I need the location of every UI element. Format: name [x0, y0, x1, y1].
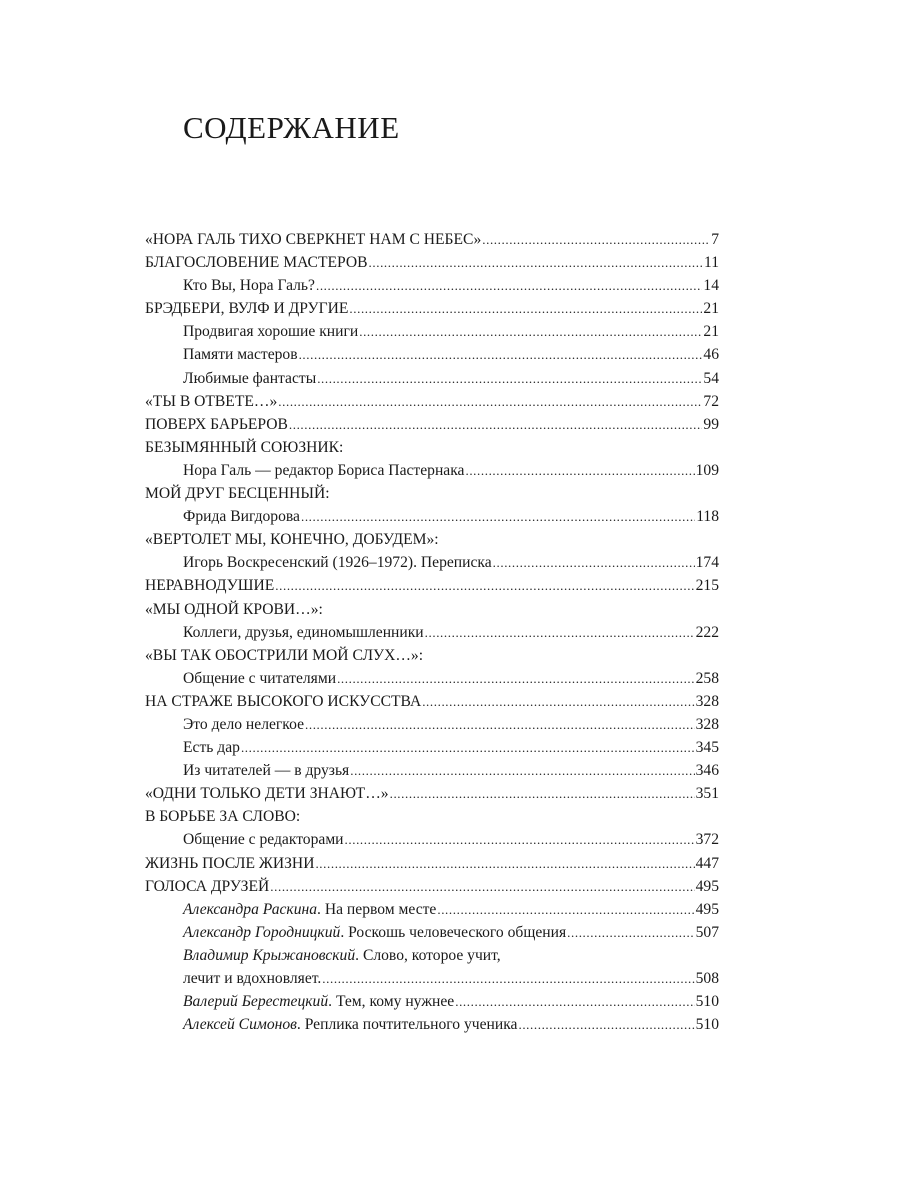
- toc-entry-title: [183, 990, 454, 1013]
- toc-entry: [145, 598, 719, 621]
- toc-entry-title: [145, 875, 269, 898]
- toc-entry-text: . Реплика почтительного ученика: [296, 1016, 518, 1034]
- toc-page-number: 21: [703, 323, 719, 341]
- toc-entry: [145, 690, 719, 713]
- toc-entry-text: Есть дар: [183, 739, 240, 757]
- toc-entry-title: [145, 528, 439, 551]
- toc-entry-text: . Слово, которое учит,: [355, 946, 501, 964]
- toc-entry: [145, 667, 719, 690]
- toc-entry-text: Фрида Вигдорова: [183, 508, 300, 526]
- page-title: СОДЕРЖАНИЕ: [183, 110, 400, 145]
- toc-entry-text: БЕЗЫМЯННЫЙ СОЮЗНИК:: [145, 438, 344, 456]
- toc-entry: [145, 574, 719, 597]
- toc-dot-leader: [322, 967, 694, 990]
- toc-dot-leader: [301, 505, 695, 528]
- toc-entry-title: [145, 690, 421, 713]
- toc-entry-text: . Роскошь человеческого общения: [340, 923, 567, 941]
- toc-entry-text: Это дело нелегкое: [183, 715, 304, 733]
- toc-dot-leader: [305, 713, 695, 736]
- toc-entry-title: [145, 598, 323, 621]
- toc-page-number: 54: [703, 369, 719, 387]
- toc-entry: [145, 551, 719, 574]
- toc-entry: [145, 990, 719, 1013]
- toc-entry-title: [183, 1013, 517, 1036]
- toc-entry-title: [183, 274, 315, 297]
- toc-dot-leader: [437, 898, 694, 921]
- toc-entry-title: [145, 297, 348, 320]
- toc-entry-title: [183, 898, 436, 921]
- toc-entry-text: «ВЫ ТАК ОБОСТРИЛИ МОЙ СЛУХ…»:: [145, 646, 424, 664]
- toc-entry: [145, 343, 719, 366]
- toc-entry-title: [183, 921, 566, 944]
- toc-dot-leader: [275, 574, 694, 597]
- toc-dot-leader: [241, 736, 695, 759]
- toc-entry-text: БЛАГОСЛОВЕНИЕ МАСТЕРОВ: [145, 254, 368, 272]
- toc-entry-text: В БОРЬБЕ ЗА СЛОВО:: [145, 808, 301, 826]
- toc-page-number: 99: [703, 415, 719, 433]
- toc-dot-leader: [278, 390, 702, 413]
- toc-entry: [145, 805, 719, 828]
- toc-entry: [145, 782, 719, 805]
- toc-entry: [145, 736, 719, 759]
- toc-entry: [145, 459, 719, 482]
- toc-page-number: 222: [695, 623, 719, 641]
- toc-entry-title: [183, 713, 304, 736]
- toc-entry-title: [145, 574, 274, 597]
- toc-dot-leader: [337, 667, 695, 690]
- toc-page-number: 11: [703, 254, 719, 272]
- toc-dot-leader: [369, 251, 703, 274]
- toc-dot-leader: [345, 828, 695, 851]
- toc-dot-leader: [390, 782, 695, 805]
- toc-entry-text: БРЭДБЕРИ, ВУЛФ И ДРУГИЕ: [145, 300, 349, 318]
- toc-entry-text: Кто Вы, Нора Галь?: [183, 277, 315, 295]
- toc-entry-title: [183, 621, 424, 644]
- toc-page-number: 21: [703, 300, 719, 318]
- toc-entry: [145, 921, 719, 944]
- toc-dot-leader: [465, 459, 694, 482]
- toc-dot-leader: [359, 320, 702, 343]
- toc-entry: [145, 274, 719, 297]
- toc-entry-text: «ТЫ В ОТВЕТЕ…»: [145, 392, 278, 410]
- toc-page-number: 7: [711, 231, 719, 248]
- toc-entry-author: Александр Городницкий: [183, 923, 341, 941]
- toc-entry-text: НЕРАВНОДУШИЕ: [145, 577, 275, 595]
- toc-entry: [145, 390, 719, 413]
- toc-entry-author: Владимир Крыжановский: [183, 946, 356, 964]
- toc-entry: [145, 852, 719, 875]
- toc-entry-text: МОЙ ДРУГ БЕСЦЕННЫЙ:: [145, 485, 330, 503]
- toc-dot-leader: [316, 274, 702, 297]
- toc-entry-text: НА СТРАЖЕ ВЫСОКОГО ИСКУССТВА: [145, 692, 422, 710]
- toc-page-number: 174: [695, 554, 719, 572]
- toc-entry-title: [183, 505, 300, 528]
- toc-dot-leader: [349, 297, 702, 320]
- toc-entry-text: «ОДНИ ТОЛЬКО ДЕТИ ЗНАЮТ…»: [145, 785, 389, 803]
- toc-page-number: 507: [695, 923, 719, 941]
- toc-entry: [145, 413, 719, 436]
- toc-entry-text: ПОВЕРХ БАРЬЕРОВ: [145, 415, 288, 433]
- toc-entry-title: [183, 736, 240, 759]
- toc-entry-author: Александра Раскина: [183, 900, 318, 918]
- toc-entry: [145, 713, 719, 736]
- toc-entry-author: Алексей Симонов: [183, 1016, 297, 1034]
- toc-page-number: 495: [695, 900, 719, 918]
- toc-entry-author: Валерий Берестецкий: [183, 993, 329, 1011]
- toc-dot-leader: [299, 343, 703, 366]
- toc-entry-title: [183, 459, 464, 482]
- toc-entry: [145, 297, 719, 320]
- toc-entry-title: [145, 482, 330, 505]
- toc-page-number: 46: [703, 346, 719, 364]
- toc-entry: [145, 828, 719, 851]
- toc-entry-text: Общение с читателями: [183, 669, 337, 687]
- toc-entry-title: [145, 644, 423, 667]
- toc-dot-leader: [425, 621, 695, 644]
- toc-entry: [145, 621, 719, 644]
- toc-page-number: 118: [696, 508, 719, 526]
- toc-entry-title: [145, 228, 481, 251]
- toc-entry-text: . Тем, кому нужнее: [328, 993, 455, 1011]
- toc-entry: [145, 320, 719, 343]
- toc-page-number: 14: [703, 277, 719, 295]
- toc-entry-text: ГОЛОСА ДРУЗЕЙ: [145, 877, 270, 895]
- toc-entry: [145, 528, 719, 551]
- toc-page-number: 72: [703, 392, 719, 410]
- toc-entry-title: [183, 759, 349, 782]
- toc-entry-title: [183, 828, 344, 851]
- toc-page-number: 510: [695, 1016, 719, 1034]
- toc-dot-leader: [518, 1013, 694, 1036]
- toc-page-number: 215: [695, 577, 719, 595]
- toc-entry: [145, 1013, 719, 1036]
- toc-dot-leader: [482, 228, 710, 251]
- toc-entry-text: «ВЕРТОЛЕТ МЫ, КОНЕЧНО, ДОБУДЕМ»:: [145, 531, 439, 549]
- toc-entry-text: ЖИЗНЬ ПОСЛЕ ЖИЗНИ: [145, 854, 315, 872]
- toc-entry-text: Из читателей — в друзья: [183, 762, 350, 780]
- toc-page-number: 345: [695, 739, 719, 757]
- toc-entry: [145, 944, 719, 967]
- toc-entry-text: Игорь Воскресенский (1926–1972). Переписка: [183, 554, 492, 572]
- toc-entry-text: Памяти мастеров: [183, 346, 298, 364]
- toc-entry-text: Продвигая хорошие книги: [183, 323, 359, 341]
- toc-entry-title: [183, 551, 492, 574]
- toc-entry-title: [145, 413, 288, 436]
- toc-dot-leader: [289, 413, 703, 436]
- toc-entry: [145, 505, 719, 528]
- toc-entry: [145, 898, 719, 921]
- toc-dot-leader: [567, 921, 694, 944]
- toc-entry-title: [183, 320, 358, 343]
- toc-entry-text: Общение с редакторами: [183, 831, 344, 849]
- table-of-contents: [145, 228, 719, 1036]
- toc-entry-title: [145, 436, 343, 459]
- toc-entry-text: лечит и вдохновляет.: [183, 970, 322, 987]
- toc-dot-leader: [270, 875, 694, 898]
- toc-entry-title: [145, 251, 368, 274]
- toc-page-number: 328: [695, 692, 719, 710]
- toc-entry-title: [183, 667, 336, 690]
- toc-page-number: 510: [695, 993, 719, 1011]
- toc-entry: [145, 759, 719, 782]
- toc-entry-title: [145, 852, 314, 875]
- toc-entry-title: [183, 967, 321, 990]
- toc-dot-leader: [317, 367, 702, 390]
- toc-page-number: 372: [695, 831, 719, 849]
- toc-entry-title: [183, 944, 501, 967]
- toc-page-number: 351: [695, 785, 719, 803]
- toc-entry-title: [145, 390, 277, 413]
- toc-page-number: 495: [695, 877, 719, 895]
- toc-entry-text: . На первом месте: [317, 900, 437, 918]
- toc-entry: [145, 436, 719, 459]
- toc-entry-text: Нора Галь — редактор Бориса Пастернака: [183, 461, 465, 479]
- toc-entry-text: «МЫ ОДНОЙ КРОВИ…»:: [145, 600, 323, 618]
- toc-entry-text: Любимые фантасты: [183, 369, 317, 387]
- toc-entry: [145, 482, 719, 505]
- toc-entry-title: [183, 343, 298, 366]
- toc-dot-leader: [493, 551, 695, 574]
- toc-entry: [145, 967, 719, 990]
- toc-dot-leader: [315, 852, 694, 875]
- toc-dot-leader: [422, 690, 694, 713]
- toc-page-number: 109: [695, 461, 719, 479]
- toc-entry: [145, 644, 719, 667]
- toc-entry: [145, 367, 719, 390]
- toc-entry-text: «НОРА ГАЛЬ ТИХО СВЕРКНЕТ НАМ С НЕБЕС»: [145, 231, 482, 248]
- toc-entry-title: [145, 782, 389, 805]
- toc-entry-title: [145, 805, 300, 828]
- toc-entry-title: [183, 367, 316, 390]
- toc-entry-text: Коллеги, друзья, единомышленники: [183, 623, 424, 641]
- toc-entry: [145, 875, 719, 898]
- toc-page-number: 258: [695, 669, 719, 687]
- toc-dot-leader: [455, 990, 694, 1013]
- toc-dot-leader: [350, 759, 694, 782]
- toc-entry: [145, 228, 719, 251]
- toc-entry: [145, 251, 719, 274]
- toc-page-number: 508: [695, 970, 719, 987]
- toc-page-number: 346: [695, 762, 719, 780]
- toc-page-number: 447: [695, 854, 719, 872]
- toc-page-number: 328: [695, 715, 719, 733]
